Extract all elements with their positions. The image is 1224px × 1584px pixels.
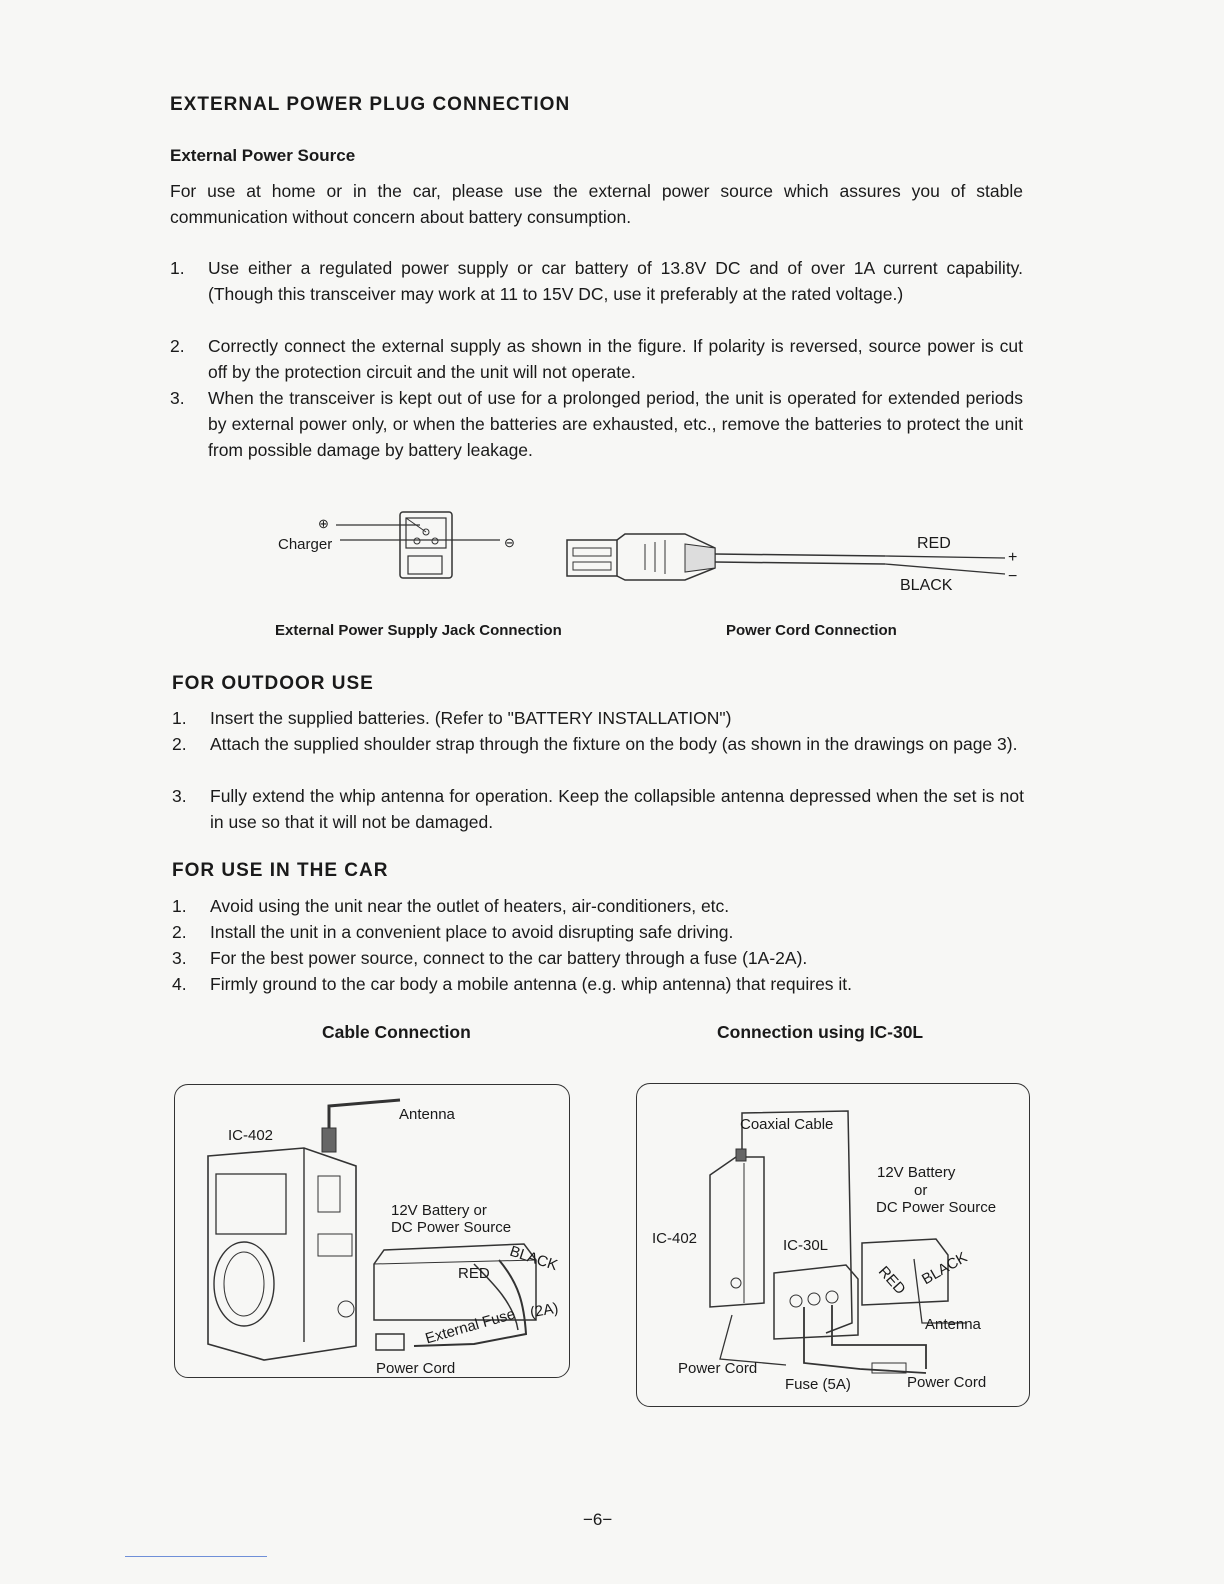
ic402-label: IC-402: [652, 1230, 698, 1247]
charger-label: Charger: [278, 536, 333, 553]
ic30l-connection-caption: Connection using IC-30L: [717, 1022, 924, 1042]
external-fuse-label: External Fuse: [423, 1305, 518, 1348]
list-number: 2.: [170, 336, 185, 356]
red-wire-label: RED: [458, 1265, 490, 1282]
list-text: Firmly ground to the car body a mobile antenna (e.g. whip antenna) that requires it.: [210, 974, 853, 994]
battery-or-label: or: [914, 1182, 928, 1199]
antenna-label: Antenna: [925, 1316, 981, 1333]
list-number: 1.: [172, 708, 187, 728]
list-number: 1.: [172, 896, 187, 916]
red-wire-label: RED: [874, 1263, 909, 1298]
list-text: For the best power source, connect to the car battery through a fuse (1A-2A).: [210, 948, 808, 968]
fuse-rating-label: (2A): [528, 1299, 560, 1322]
list-text: Avoid using the unit near the outlet of heaters, air-conditioners, etc.: [210, 896, 730, 916]
minus-symbol: ⊖: [504, 535, 515, 550]
intro-paragraph: For use at home or in the car, please use the external power source which assures you of stable communication without concern about battery consumption.: [170, 181, 1023, 227]
power-cord-label: Power Cord: [376, 1360, 456, 1377]
list-number: 3.: [172, 948, 187, 968]
list-text: When the transceiver is kept out of use for a prolonged period, the unit is operated for extended periods by external power only, or when the batteries are exhausted, etc., remove the batteries to protect the unit from possible damage by battery leakage.: [208, 388, 1023, 460]
list-number: 2.: [172, 922, 187, 942]
black-wire-label: BLACK: [919, 1248, 971, 1289]
ic402-label: IC-402: [228, 1127, 274, 1144]
list-text: Correctly connect the external supply as shown in the figure. If polarity is reversed, source power is cut off by the protection circuit and the unit will not operate.: [208, 336, 1023, 382]
antenna-label: Antenna: [399, 1106, 455, 1123]
dc-source-label: DC Power Source: [391, 1219, 512, 1236]
black-wire-label: BLACK: [507, 1242, 560, 1275]
section-heading-external-source: External Power Source: [170, 146, 356, 165]
red-wire-label: RED: [917, 535, 951, 552]
list-number: 4.: [172, 974, 187, 994]
scan-artifact-line: [125, 1556, 267, 1557]
list-text: Insert the supplied batteries. (Refer to "BATTERY INSTALLATION"): [210, 708, 732, 728]
jack-caption: External Power Supply Jack Connection: [275, 622, 562, 639]
plus-symbol: ⊕: [318, 516, 329, 531]
battery-label: 12V Battery: [877, 1164, 956, 1181]
cord-caption: Power Cord Connection: [726, 622, 897, 639]
list-text: Fully extend the whip antenna for operation. Keep the collapsible antenna depressed when the set is not in use so that it will not be damaged.: [210, 786, 1024, 832]
plus-terminal: +: [1008, 549, 1018, 566]
power-cord-right-label: Power Cord: [907, 1374, 987, 1391]
list-number: 3.: [172, 786, 187, 806]
list-number: 2.: [172, 734, 187, 754]
power-cord-left-label: Power Cord: [678, 1360, 758, 1377]
minus-terminal: −: [1008, 568, 1018, 585]
black-wire-label: BLACK: [900, 577, 953, 594]
coax-cable-label: Coaxial Cable: [740, 1116, 834, 1133]
cord-drawing: [565, 526, 1035, 596]
list-text: Use either a regulated power supply or car battery of 13.8V DC and of over 1A current capability. (Though this transceiver may work at 11 to 15V DC, use it preferably at the rated voltage.): [208, 258, 1023, 304]
fuse-label: Fuse (5A): [785, 1376, 851, 1393]
dc-source-label: DC Power Source: [876, 1199, 997, 1216]
page-title: EXTERNAL POWER PLUG CONNECTION: [170, 94, 571, 115]
page-number: −6−: [583, 1510, 613, 1529]
ic30l-label: IC-30L: [783, 1237, 829, 1254]
section-heading-outdoor: FOR OUTDOOR USE: [172, 673, 374, 694]
battery-label: 12V Battery or: [391, 1202, 487, 1219]
jack-drawing: [300, 508, 560, 588]
cable-connection-caption: Cable Connection: [322, 1022, 471, 1042]
list-text: Attach the supplied shoulder strap through the fixture on the body (as shown in the drawings on page 3).: [210, 734, 1018, 754]
list-number: 1.: [170, 258, 185, 278]
section-heading-car: FOR USE IN THE CAR: [172, 860, 389, 881]
list-number: 3.: [170, 388, 185, 408]
list-text: Install the unit in a convenient place to avoid disrupting safe driving.: [210, 922, 734, 942]
